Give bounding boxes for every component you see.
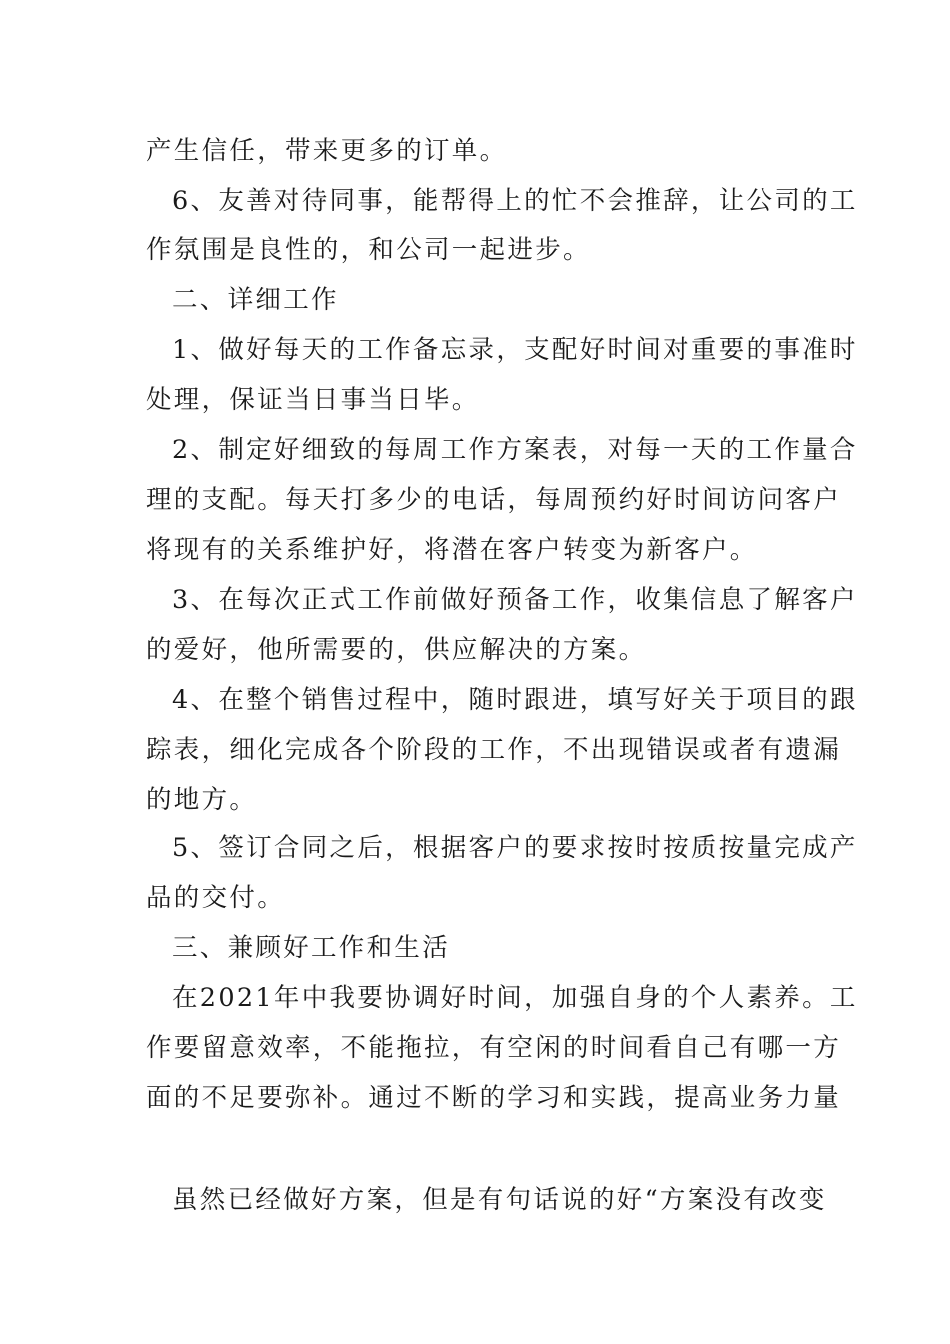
text-line: 6、友善对待同事，能帮得上的忙不会推辞，让公司的工 <box>172 186 858 216</box>
text-line: 4、在整个销售过程中，随时跟进，填写好关于项目的跟 <box>172 685 858 715</box>
text-line: 处理，保证当日事当日毕。 <box>146 385 480 415</box>
text-line: 品的交付。 <box>146 883 286 913</box>
text-line: 作氛围是良性的，和公司一起进步。 <box>146 235 591 265</box>
text-line: 的爱好，他所需要的，供应解决的方案。 <box>146 635 647 665</box>
text-line: 产生信任，带来更多的订单。 <box>146 136 508 166</box>
text-line: 5、签订合同之后，根据客户的要求按时按质按量完成产 <box>172 833 858 863</box>
section-heading: 二、详细工作 <box>172 285 339 315</box>
text-line: 面的不足要弥补。通过不断的学习和实践，提高业务力量 <box>146 1083 842 1113</box>
text-line: 将现有的关系维护好，将潜在客户转变为新客户。 <box>146 535 758 565</box>
text-line: 1、做好每天的工作备忘录，支配好时间对重要的事准时 <box>172 335 858 365</box>
text-line: 3、在每次正式工作前做好预备工作，收集信息了解客户 <box>172 585 858 615</box>
text-line: 理的支配。每天打多少的电话，每周预约好时间访问客户 <box>146 485 842 515</box>
text-line: 2、制定好细致的每周工作方案表，对每一天的工作量合 <box>172 435 858 465</box>
section-heading: 三、兼顾好工作和生活 <box>172 933 451 963</box>
text-line: 虽然已经做好方案，但是有句话说的好“方案没有改变 <box>172 1185 827 1215</box>
text-line: 作要留意效率，不能拖拉，有空闲的时间看自己有哪一方 <box>146 1033 842 1063</box>
text-line: 的地方。 <box>146 785 258 815</box>
text-line: 在2021年中我要协调好时间，加强自身的个人素养。工 <box>172 983 858 1013</box>
text-line: 踪表，细化完成各个阶段的工作，不出现错误或者有遗漏 <box>146 735 842 765</box>
